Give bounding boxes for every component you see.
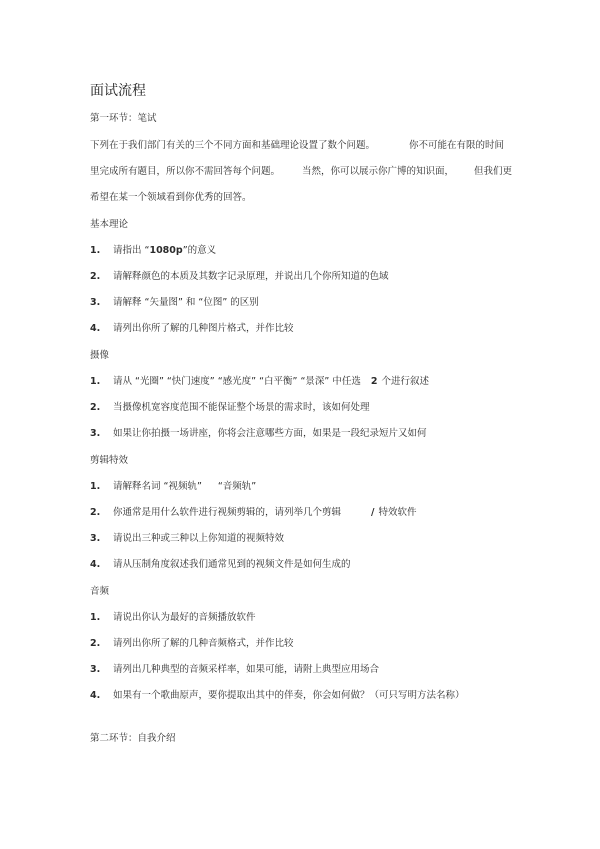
- intro-text: 希望在某一个领域看到你优秀的回答。: [90, 192, 252, 203]
- list-item: [113, 507, 417, 519]
- list-number: 1.: [90, 376, 101, 387]
- intro-text: 你不可能在有限的时间: [409, 140, 505, 151]
- list-number: 1.: [90, 612, 101, 623]
- list-item: 请解释 “矢量图” 和 “位图” 的区别: [113, 297, 259, 308]
- intro-line-1: [90, 140, 504, 152]
- list-number: 2.: [90, 402, 101, 413]
- list-number: 1.: [90, 245, 101, 256]
- list-item: 请从压制角度叙述我们通常见到的视频文件是如何生成的: [113, 559, 351, 570]
- list-item-text: 请指出 “: [113, 245, 150, 256]
- list-number: 2.: [90, 638, 101, 649]
- subsection-heading-camera: 摄像: [90, 350, 110, 361]
- list-number: 3.: [90, 297, 101, 308]
- intro-text: 下列在于我们部门有关的三个不同方面和基础理论设置了数个问题。: [90, 140, 376, 151]
- list-item-text: 请从 “光圈” “快门速度” “感光度” “白平衡” “景深” 中任选: [113, 376, 361, 387]
- list-item-text: ”的意义: [182, 245, 217, 256]
- section-heading-written-test: 第一环节：笔试: [90, 113, 157, 124]
- list-item: 请解释颜色的本质及其数字记录原理，并说出几个你所知道的色域: [113, 271, 389, 282]
- list-number: 4.: [90, 559, 101, 570]
- list-number: 1.: [90, 481, 101, 492]
- section-heading-self-introduction: 第二环节：自我介绍: [90, 733, 176, 744]
- list-item: [113, 481, 256, 493]
- intro-text: 但我们更: [474, 166, 513, 177]
- list-item-emphasis: /: [371, 507, 375, 518]
- list-item: [113, 245, 216, 257]
- intro-line-2: [90, 166, 512, 178]
- list-item-text: “音频轨”: [217, 481, 257, 492]
- list-item-text: 你通常是用什么软件进行视频剪辑的，请列举几个剪辑: [113, 507, 342, 518]
- list-number: 3.: [90, 664, 101, 675]
- intro-text: 当然，你可以展示你广博的知识面，: [302, 166, 455, 177]
- list-item: 请列出你所了解的几种音频格式，并作比较: [113, 638, 294, 649]
- list-number: 2.: [90, 271, 101, 282]
- list-item: 请列出你所了解的几种图片格式，并作比较: [113, 323, 294, 334]
- intro-text: 里完成所有题目，所以你不需回答每个问题。: [90, 166, 281, 177]
- list-item: 请列出几种典型的音频采样率，如果可能，请附上典型应用场合: [113, 664, 380, 675]
- subsection-heading-audio: 音频: [90, 586, 110, 597]
- list-item: 如果让你拍摄一场讲座，你将会注意哪些方面，如果是一段纪录短片又如何: [113, 428, 427, 439]
- list-item-emphasis: 2: [370, 376, 378, 387]
- list-number: 2.: [90, 507, 101, 518]
- page-title: 面试流程: [90, 83, 146, 99]
- list-item: 请说出三种或三种以上你知道的视频特效: [113, 533, 285, 544]
- intro-line-3: [90, 192, 252, 204]
- list-item-text: 个进行叙述: [381, 376, 429, 387]
- list-item: 当摄像机宽容度范围不能保证整个场景的需求时，该如何处理: [113, 402, 370, 413]
- list-item: [113, 376, 429, 388]
- list-number: 3.: [90, 428, 101, 439]
- list-number: 4.: [90, 323, 101, 334]
- subsection-heading-basic-theory: 基本理论: [90, 219, 129, 230]
- list-number: 4.: [90, 690, 101, 701]
- list-item: 如果有一个歌曲原声，要你提取出其中的伴奏，你会如何做？（可只写明方法名称）: [113, 690, 465, 701]
- list-item: 请说出你认为最好的音频播放软件: [113, 612, 256, 623]
- list-item-text: 请解释名词 “视频轨”: [113, 481, 202, 492]
- list-item-text: 特效软件: [378, 507, 417, 518]
- subsection-heading-editing-effects: 剪辑特效: [90, 455, 129, 466]
- list-number: 3.: [90, 533, 101, 544]
- list-item-emphasis: 1080p: [149, 245, 183, 256]
